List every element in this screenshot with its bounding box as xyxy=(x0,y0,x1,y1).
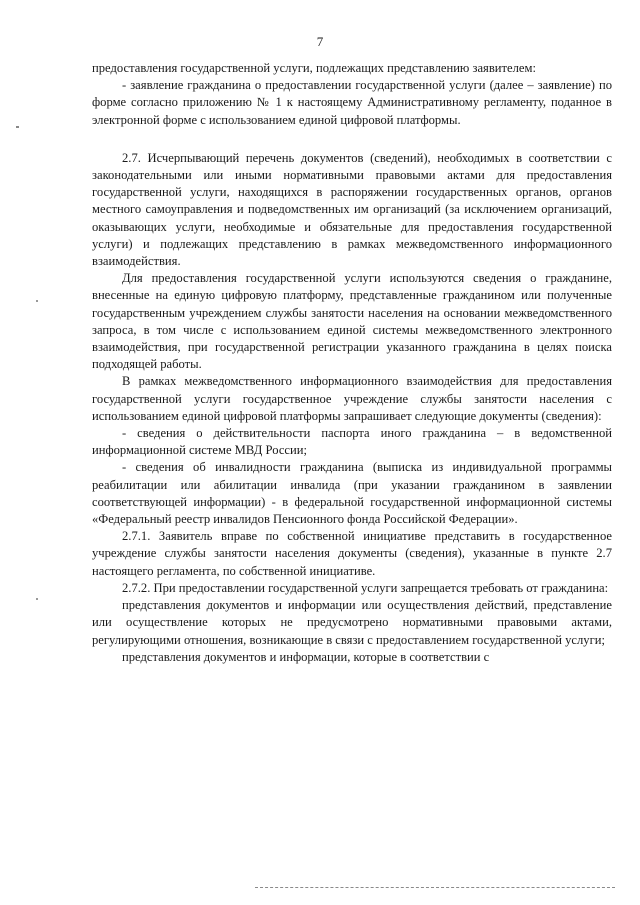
paragraph-citizen-info: Для предоставления государственной услуги используются сведения о гражданине, внесенные на единую цифровую платформу, представленные гражданином или полученные государственным учреждением службы занятости населения на основании межведомственного запроса, в том числе с использованием единой системы межведомственного электронного взаимодействия, при государственной регистрации указанного гражданина в целях поиска подходящей работы. xyxy=(92,271,612,372)
scan-artifact xyxy=(16,126,19,128)
paragraph-section-2-7-1: 2.7.1. Заявитель вправе по собственной инициативе представить в государственное учреждение службы занятости населения документы (сведения), указанные в пункте 2.7 настоящего регламента, по собственной инициативе. xyxy=(92,529,612,578)
paragraph-prohibition-1: представления документов и информации или осуществления действий, представление или осуществление которых не предусмотрено нормативными правовыми актами, регулирующими отношения, возникающие в связи с предоставлением государственной услуги; xyxy=(92,598,612,647)
scan-artifact xyxy=(36,598,38,600)
paragraph-prohibition-2: представления документов и информации, которые в соответствии с xyxy=(122,649,490,664)
paragraph-section-2-7-2: 2.7.2. При предоставлении государственной услуги запрещается требовать от гражданина: xyxy=(122,580,609,595)
list-item-passport: - сведения о действительности паспорта иного гражданина – в ведомственной информационной системе МВД России; xyxy=(92,426,612,458)
list-item-disability: - сведения об инвалидности гражданина (выписка из индивидуальной программы реабилитации или абилитации инвалида (при указании гражданином в заявлении соответствующей информации) - в федеральной государственной информационной системы «Федеральный реестр инвалидов Пенсионного фонда Российской Федерации». xyxy=(92,460,612,527)
page-number: 7 xyxy=(316,34,324,49)
paragraph-intro: предоставления государственной услуги, подлежащих представлению заявителем: xyxy=(92,61,536,75)
bottom-rule xyxy=(255,887,615,888)
paragraph-section-2-7: 2.7. Исчерпывающий перечень документов (сведений), необходимых в соответствии с законодательными или иными нормативными правовыми актами для предоставления государственной услуги, находящихся в распоряжении государственных органов, органов местного самоуправления и подведомственных им организаций (за исключением организаций, оказывающих услуги, необходимые и обязательные для предоставления государственной услуги) и подлежащих представлению в рамках межведомственного информационного взаимодействия. xyxy=(92,150,612,269)
paragraph-application-item: - заявление гражданина о предоставлении государственной услуги (далее – заявление) по форме согласно приложению № 1 к настоящему Административному регламенту, поданное в электронной форме с использованием единой цифровой платформы. xyxy=(92,78,612,127)
scan-artifact xyxy=(36,300,38,302)
paragraph-interdepartmental: В рамках межведомственного информационного взаимодействия для предоставления государственной услуги государственное учреждение службы занятости населения с использованием единой цифровой платформы запрашивает следующие документы (сведения): xyxy=(92,374,612,423)
section-spacer xyxy=(92,129,612,150)
document-body xyxy=(92,60,612,666)
